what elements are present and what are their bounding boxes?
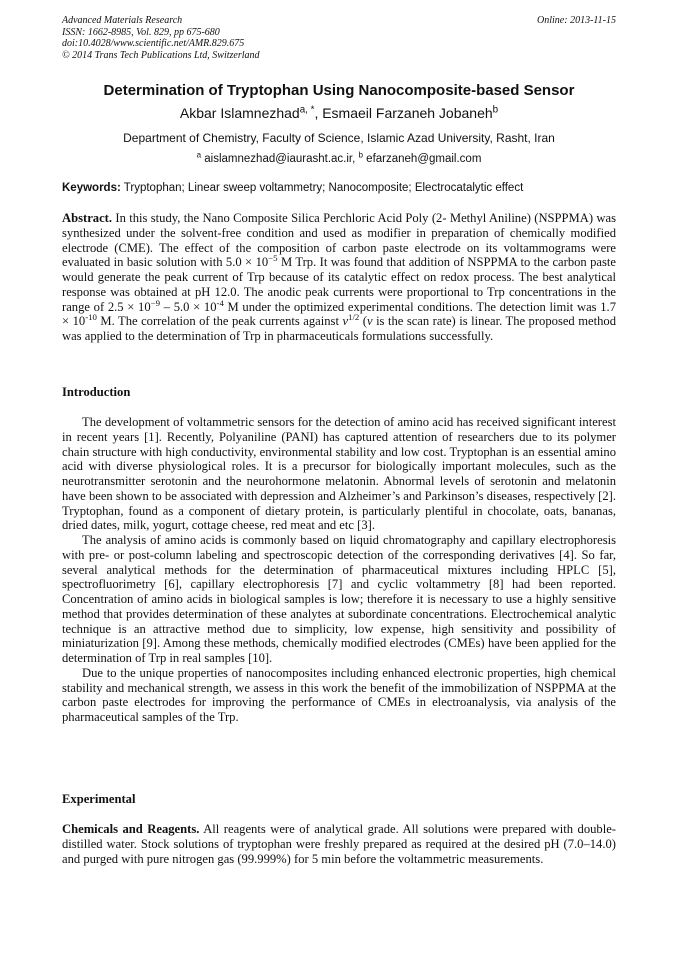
publication-info: [62, 15, 616, 61]
abstract-text: is the scan rate) is linear. The proposed method was applied to the determination of Trp in pharmaceuticals formulations successfully.: [62, 314, 616, 343]
abstract-text: M Trp. It was found that addition of NSPPMA to the carbon paste would generate the peak current of Trp because of its catalytic effect on redox process. The best analytical response was obtained at pH 12.0. The anodic peak currents were proportional to Trp concentrations in the range of 2.5 × 10: [62, 255, 617, 314]
scan-rate-symbol: v: [366, 314, 373, 329]
author-separator: ,: [314, 105, 323, 121]
affiliation: Department of Chemistry, Faculty of Science, Islamic Azad University, Rasht, Iran: [123, 131, 555, 145]
abstract-text: (: [359, 314, 367, 329]
doi-line: doi:10.4028/www.scientific.net/AMR.829.675: [62, 38, 245, 49]
keywords: [62, 181, 616, 196]
abstract-text: – 5.0 × 10: [160, 299, 217, 314]
keywords-label: Keywords:: [62, 182, 121, 194]
subsection-text: All reagents were of analytical grade. All solutions were prepared with double-distilled water. Stock solutions of tryptophan were freshly prepared as required at the desired pH (7.0–14.0) and purged with pure nitrogen gas (99.999%) for 5 min before the voltammetric measurements.: [62, 822, 616, 866]
author-affiliation-mark: a, *: [299, 104, 315, 116]
body-paragraph: Due to the unique properties of nanocomposites including enhanced electronic properties, high chemical stability and mechanical strength, we assess in this work the benefit of the immobilization of NSPPMA at the carbon paste electrodes for improving the performance of CMEs in electroanalysis, via analysis of the pharmaceutical samples of the Trp.: [62, 665, 616, 724]
body-paragraph: [62, 822, 616, 866]
email-address: aislamnezhad@iaurasht.ac.ir,: [201, 153, 359, 165]
abstract-text: In this study, the Nano Composite Silica Perchloric Acid Poly (2- Methyl Aniline) (NSPPMA) was synthesized under the solvent-free condition and used as modifier in preparation of chemically modified electrode (CME). The effect of the composition of carbon paste electrode on its voltammograms were evaluated in basic solution with 5.0 × 10: [62, 211, 616, 270]
subsection-label: Chemicals and Reagents.: [62, 822, 200, 836]
exponent: -10: [85, 312, 97, 323]
introduction-body: [62, 415, 616, 725]
running-header: [62, 15, 616, 61]
abstract-paragraph: [62, 211, 616, 344]
email-address: efarzaneh@gmail.com: [362, 153, 482, 165]
author-affiliation-mark: b: [492, 104, 499, 116]
experimental-body: [62, 822, 616, 866]
exponent: -4: [216, 297, 224, 308]
introduction-heading: Introduction: [62, 385, 131, 399]
abstract-text: M. The correlation of the peak currents against: [96, 314, 343, 329]
email-mark: b: [358, 150, 363, 160]
journal-name: Advanced Materials Research: [62, 15, 183, 26]
author-name: Akbar Islamnezhad: [179, 105, 300, 121]
body-paragraph: The development of voltammetric sensors for the detection of amino acid has received significant interest in recent years [1]. Recently, Polyaniline (PANI) has captured attention of researchers due to its polymer chain structure with high conductivity, environmental stability and low cost. Tryptophan is an essential amino acid with diverse physiological roles. It is a precursor for biologically important molecules, such as the neurotransmitter serotonin and the neurohormone melatonin. Abnormal levels of serotonin and melatonin have been shown to be associated with depression and Alzheimer’s and Parkinson’s diseases, respectively [2]. Tryptophan, found as a component of dietary protein, is particularly plentiful in chocolate, oats, bananas, dried dates, milk, yogurt, cottage cheese, red meat and etc [3].: [62, 415, 616, 533]
paper-title: Determination of Tryptophan Using Nanocomposite-based Sensor: [103, 82, 575, 99]
exponent: 1/2: [348, 312, 360, 323]
author-list: [62, 104, 616, 122]
body-paragraph: The analysis of amino acids is commonly based on liquid chromatography and capillary electrophoresis with pre- or post-column labeling and spectroscopic detection of the corresponding derivatives [4]. So far, several analytical methods for the determination of pharmaceutical mixtures including HPLC [5], spectrofluorimetry [6], capillary electrophoresis [7] and cyclic voltammetry [8] had been reported. Concentration of amino acids in biological samples is low; therefore it is necessary to use a highly sensitive method that provides determination of these analytes at subordinate concentrations. Electrochemical analytic technique is an attractive method due to simplicity, low expense, high sensitivity and possibility of miniaturization [9]. Among these methods, chemically modified electrodes (CMEs) have been applied for the determination of Trp in real samples [10].: [62, 533, 616, 665]
abstract-label: Abstract.: [62, 211, 113, 225]
abstract: [62, 211, 616, 344]
author-name: Esmaeil Farzaneh Jobaneh: [322, 105, 493, 121]
exponent: −5: [268, 253, 278, 264]
online-date: Online: 2013-11-15: [537, 15, 616, 26]
scan-rate-symbol: v: [342, 314, 349, 329]
email-mark: a: [196, 150, 202, 160]
email-line: [62, 152, 616, 167]
experimental-heading: Experimental: [62, 792, 136, 806]
copyright-line: © 2014 Trans Tech Publications Ltd, Switzerland: [62, 49, 260, 61]
abstract-text: M under the optimized experimental conditions. The detection limit was 1.7 × 10: [62, 299, 616, 329]
exponent: −9: [150, 297, 161, 308]
issn-line: ISSN: 1662-8985, Vol. 829, pp 675-680: [62, 26, 220, 38]
keywords-text: Tryptophan; Linear sweep voltammetry; Nanocomposite; Electrocatalytic effect: [120, 182, 524, 194]
